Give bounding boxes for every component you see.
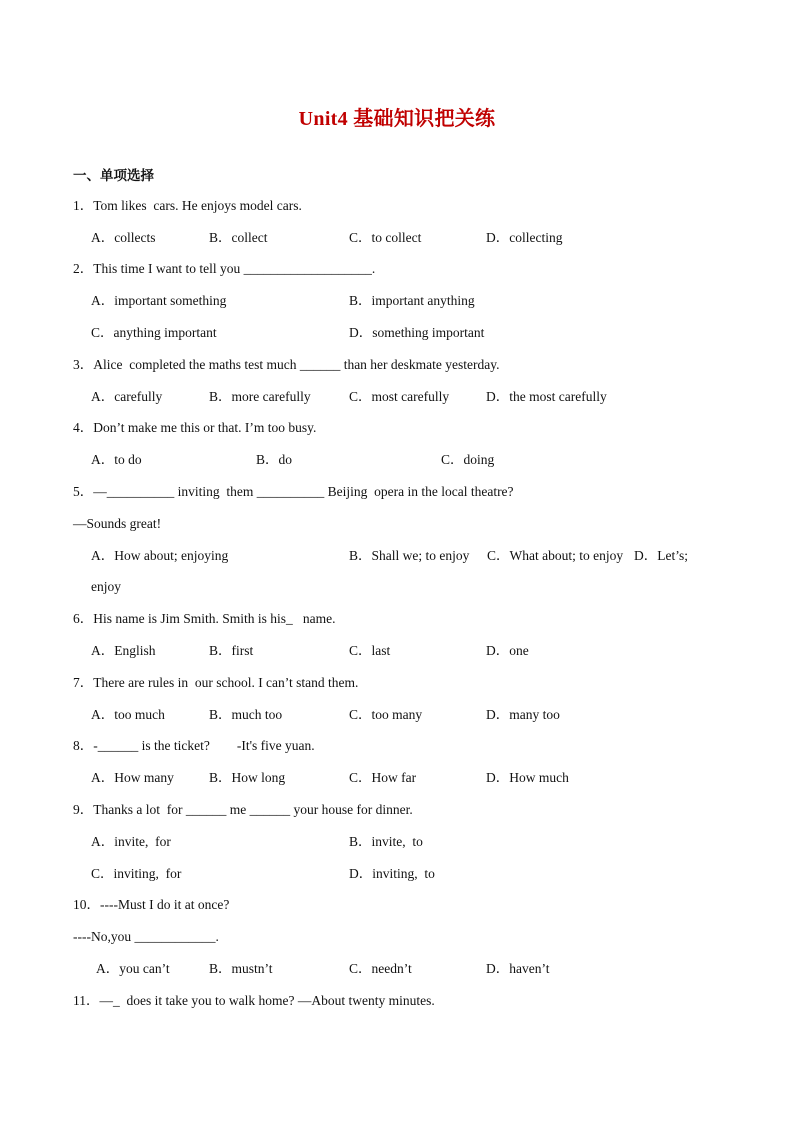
question-10-reply: ----No,you ____________. (73, 929, 219, 944)
question-7-option-d[interactable]: D．many too (486, 707, 560, 722)
question-3-option-d[interactable]: D．the most carefully (486, 389, 607, 404)
question-8-option-a[interactable]: A．How many (91, 770, 174, 785)
question-1-option-b[interactable]: B．collect (209, 230, 268, 245)
question-2-option-a[interactable]: A．important something (91, 293, 227, 308)
question-8-option-c[interactable]: C．How far (349, 770, 417, 785)
question-9-option-d[interactable]: D．inviting, to (349, 866, 435, 881)
question-10-option-a[interactable]: A．you can’t (96, 961, 170, 976)
question-8-option-d[interactable]: D．How much (486, 770, 569, 785)
question-7-option-a[interactable]: A．too much (91, 707, 165, 722)
question-10-stem: 10．----Must I do it at once? (73, 897, 230, 912)
question-4-stem: 4．Don’t make me this or that. I’m too busy. (73, 420, 317, 435)
question-10-option-c[interactable]: C．needn’t (349, 961, 412, 976)
question-1-option-a[interactable]: A．collects (91, 230, 156, 245)
question-11-stem: 11．—_ does it take you to walk home? —About twenty minutes. (73, 993, 435, 1008)
section-heading: 一、单项选择 (73, 168, 154, 183)
question-4-option-a[interactable]: A．to do (91, 452, 142, 467)
question-2-option-b[interactable]: B．important anything (349, 293, 475, 308)
question-1-stem: 1．Tom likes cars. He enjoys model cars. (73, 198, 302, 213)
question-5-reply: —Sounds great! (73, 516, 162, 531)
question-5-option-c[interactable]: C．What about; to enjoy (487, 548, 624, 563)
question-5-option-b[interactable]: B．Shall we; to enjoy (349, 548, 470, 563)
question-2-option-d[interactable]: D．something important (349, 325, 485, 340)
question-6-option-a[interactable]: A．English (91, 643, 156, 658)
question-6-option-c[interactable]: C．last (349, 643, 391, 658)
question-10-option-b[interactable]: B．mustn’t (209, 961, 273, 976)
question-5-stem: 5．—__________ inviting them __________ Beijing opera in the local theatre? (73, 484, 514, 499)
question-9-option-b[interactable]: B．invite, to (349, 834, 423, 849)
question-1-option-d[interactable]: D．collecting (486, 230, 563, 245)
question-8-stem: 8．-______ is the ticket? -It's five yuan. (73, 738, 315, 753)
question-7-option-b[interactable]: B．much too (209, 707, 283, 722)
question-3-option-c[interactable]: C．most carefully (349, 389, 450, 404)
question-2-stem: 2．This time I want to tell you ___________________. (73, 261, 376, 276)
question-3-option-b[interactable]: B．more carefully (209, 389, 311, 404)
question-6-option-d[interactable]: D．one (486, 643, 529, 658)
question-4-option-c[interactable]: C．doing (441, 452, 495, 467)
question-1-option-c[interactable]: C．to collect (349, 230, 422, 245)
question-9-option-c[interactable]: C．inviting, for (91, 866, 182, 881)
question-7-stem: 7．There are rules in our school. I can’t stand them. (73, 675, 359, 690)
question-6-option-b[interactable]: B．first (209, 643, 254, 658)
question-2-option-c[interactable]: C．anything important (91, 325, 217, 340)
question-8-option-b[interactable]: B．How long (209, 770, 286, 785)
question-6-stem: 6．His name is Jim Smith. Smith is his_ name. (73, 611, 336, 626)
question-3-stem: 3．Alice completed the maths test much ______ than her deskmate yesterday. (73, 357, 500, 372)
question-9-option-a[interactable]: A．invite, for (91, 834, 171, 849)
question-9-stem: 9．Thanks a lot for ______ me ______ your house for dinner. (73, 802, 413, 817)
question-4-option-b[interactable]: B．do (256, 452, 293, 467)
question-3-option-a[interactable]: A．carefully (91, 389, 163, 404)
question-7-option-c[interactable]: C．too many (349, 707, 423, 722)
page-title: Unit4 基础知识把关练 (298, 108, 496, 130)
question-10-option-d[interactable]: D．haven’t (486, 961, 550, 976)
question-5-option-d-continued: enjoy (91, 579, 121, 594)
question-5-option-a[interactable]: A．How about; enjoying (91, 548, 229, 563)
question-5-option-d[interactable]: D．Let’s; (634, 548, 688, 563)
